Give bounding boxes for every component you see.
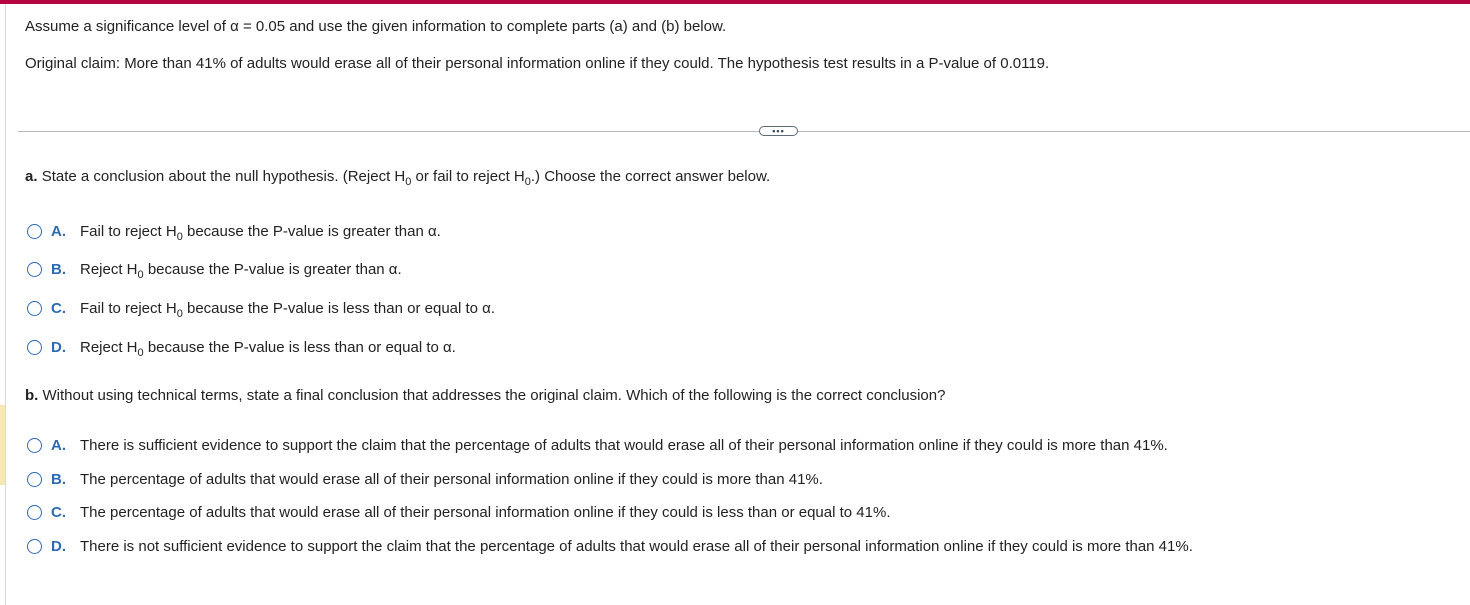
option-letter: D.	[51, 537, 66, 555]
option-text: There is sufficient evidence to support the claim that the percentage of adults that would erase all of their personal information online if they could is more than 41%.	[80, 436, 1168, 454]
radio-button[interactable]	[27, 301, 42, 316]
original-claim: Original claim: More than 41% of adults would erase all of their personal information online if they could. The hypothesis test results in a P-value of 0.0119.	[25, 55, 1050, 72]
option-text: There is not sufficient evidence to support the claim that the percentage of adults that would erase all of their personal information online if they could is more than 41%.	[80, 537, 1193, 555]
option-text: The percentage of adults that would erase all of their personal information online if they could is more than 41%.	[80, 470, 823, 488]
left-highlight-marker	[0, 405, 5, 485]
part-a-label: a.	[25, 168, 38, 185]
radio-button[interactable]	[27, 539, 42, 554]
intro-instruction: Assume a significance level of α = 0.05 and use the given information to complete parts (a) and (b) below.	[25, 18, 727, 35]
option-letter: B.	[51, 260, 66, 278]
part-a-option-c[interactable]	[27, 298, 495, 318]
radio-button[interactable]	[27, 438, 42, 453]
part-b-option-c[interactable]	[27, 502, 890, 522]
part-a-option-a[interactable]	[27, 221, 441, 241]
radio-button[interactable]	[27, 224, 42, 239]
part-b-option-b[interactable]	[27, 469, 823, 489]
radio-button[interactable]	[27, 472, 42, 487]
top-accent-bar	[0, 0, 1470, 4]
option-text: Reject $H_0$ because the P-value is less than or equal to α.	[80, 338, 456, 359]
part-a-question: a. State a conclusion about the null hypothesis. (Reject $H_0$ or fail to reject $H_0$.) Choose the correct answer below.	[25, 168, 771, 188]
part-a-option-b[interactable]	[27, 259, 402, 279]
option-text: Fail to reject $H_0$ because the P-value is less than or equal to α.	[80, 299, 496, 320]
option-text: The percentage of adults that would erase all of their personal information online if they could is less than or equal to 41%.	[80, 503, 891, 521]
more-dots-icon: •••	[772, 126, 785, 136]
part-b-option-a[interactable]	[27, 435, 1168, 455]
option-text: Fail to reject $H_0$ because the P-value is greater than α.	[80, 222, 441, 243]
section-divider	[18, 131, 1470, 132]
option-text: Reject $H_0$ because the P-value is greater than α.	[80, 260, 402, 281]
option-letter: A.	[51, 436, 66, 454]
part-b-option-d[interactable]	[27, 536, 1193, 556]
radio-button[interactable]	[27, 262, 42, 277]
option-letter: A.	[51, 222, 66, 240]
radio-button[interactable]	[27, 340, 42, 355]
part-b-label: b.	[25, 387, 39, 404]
option-letter: C.	[51, 503, 66, 521]
part-a-option-d[interactable]	[27, 337, 456, 357]
left-border	[5, 4, 6, 605]
radio-button[interactable]	[27, 505, 42, 520]
expand-more-button[interactable]	[759, 126, 798, 136]
option-letter: D.	[51, 338, 66, 356]
part-b-question: b. Without using technical terms, state a final conclusion that addresses the original claim. Which of the following is the correct conclusion?	[25, 387, 946, 404]
option-letter: C.	[51, 299, 66, 317]
option-letter: B.	[51, 470, 66, 488]
